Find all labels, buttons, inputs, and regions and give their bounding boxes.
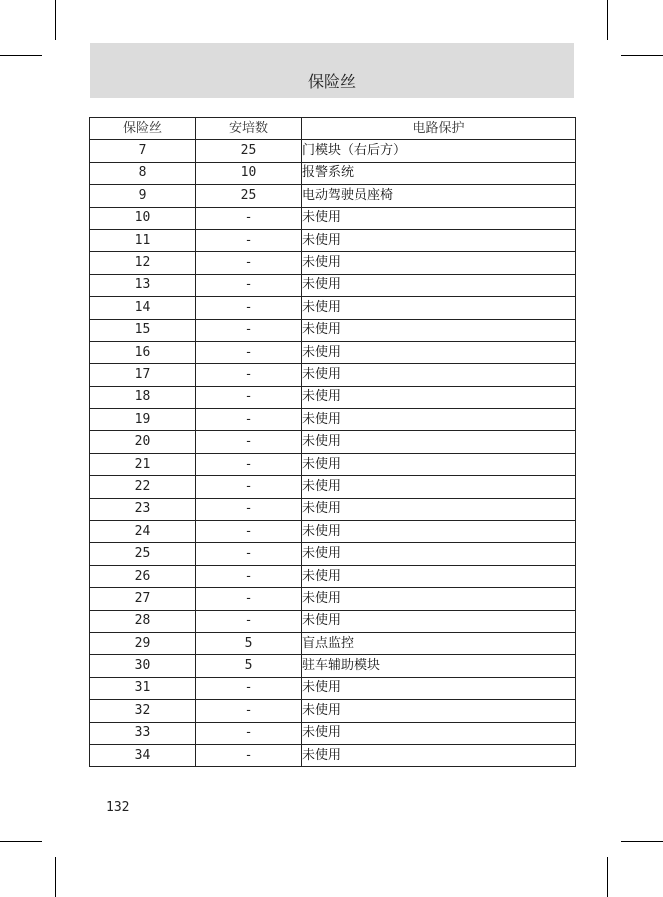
circuit-cell: 电动驾驶员座椅 [302,185,576,207]
fuse-number-cell: 16 [90,341,196,363]
circuit-cell: 未使用 [302,700,576,722]
fuse-number-cell: 26 [90,565,196,587]
fuse-number-cell: 12 [90,252,196,274]
circuit-cell: 未使用 [302,274,576,296]
fuse-number-cell: 7 [90,140,196,162]
crop-mark [0,841,42,842]
amperage-cell: 10 [196,162,302,184]
table-row [90,476,576,498]
circuit-cell: 未使用 [302,453,576,475]
crop-mark [607,857,608,897]
table-row [90,521,576,543]
table-row [90,274,576,296]
circuit-cell: 未使用 [302,588,576,610]
amperage-cell: - [196,409,302,431]
table-row [90,498,576,520]
table-row [90,386,576,408]
table-row [90,229,576,251]
amperage-cell: - [196,364,302,386]
circuit-cell: 报警系统 [302,162,576,184]
fuse-number-cell: 18 [90,386,196,408]
fuse-number-cell: 8 [90,162,196,184]
fuse-number-cell: 33 [90,722,196,744]
crop-mark [55,0,56,40]
table-row [90,700,576,722]
crop-mark [621,841,663,842]
table-row [90,140,576,162]
fuse-table [89,117,576,767]
fuse-number-cell: 34 [90,744,196,766]
fuse-number-cell: 21 [90,453,196,475]
amperage-cell: - [196,677,302,699]
circuit-cell: 未使用 [302,364,576,386]
table-row [90,610,576,632]
circuit-cell: 未使用 [302,319,576,341]
fuse-number-cell: 20 [90,431,196,453]
table-row [90,453,576,475]
table-row [90,744,576,766]
table-row [90,364,576,386]
amperage-cell: - [196,252,302,274]
fuse-number-cell: 19 [90,409,196,431]
table-row [90,588,576,610]
amperage-cell: - [196,453,302,475]
circuit-cell: 未使用 [302,610,576,632]
page-number: 132 [106,800,130,815]
circuit-cell: 未使用 [302,409,576,431]
amperage-cell: - [196,297,302,319]
amperage-cell: - [196,431,302,453]
amperage-cell: - [196,274,302,296]
amperage-cell: - [196,588,302,610]
amperage-cell: - [196,498,302,520]
amperage-cell: - [196,543,302,565]
amperage-cell: 5 [196,632,302,654]
fuse-number-cell: 27 [90,588,196,610]
table-row [90,409,576,431]
amperage-cell: - [196,521,302,543]
table-row [90,722,576,744]
table-body [90,140,576,767]
table-row [90,185,576,207]
table-row [90,207,576,229]
table-row [90,655,576,677]
amperage-cell: - [196,386,302,408]
crop-mark [55,857,56,897]
table-header-row [90,118,576,140]
fuse-number-cell: 28 [90,610,196,632]
column-header-fuse: 保险丝 [90,118,196,140]
table-row [90,297,576,319]
fuse-number-cell: 32 [90,700,196,722]
fuse-number-cell: 24 [90,521,196,543]
amperage-cell: - [196,744,302,766]
table-row [90,632,576,654]
circuit-cell: 未使用 [302,677,576,699]
amperage-cell: - [196,229,302,251]
circuit-cell: 盲点监控 [302,632,576,654]
circuit-cell: 未使用 [302,498,576,520]
table-row [90,252,576,274]
fuse-number-cell: 25 [90,543,196,565]
amperage-cell: - [196,319,302,341]
table-row [90,319,576,341]
table-row [90,162,576,184]
circuit-cell: 未使用 [302,229,576,251]
fuse-number-cell: 29 [90,632,196,654]
fuse-number-cell: 14 [90,297,196,319]
table-row [90,677,576,699]
circuit-cell: 未使用 [302,565,576,587]
section-header [90,43,574,98]
fuse-number-cell: 10 [90,207,196,229]
fuse-number-cell: 9 [90,185,196,207]
amperage-cell: - [196,722,302,744]
circuit-cell: 未使用 [302,297,576,319]
circuit-cell: 未使用 [302,476,576,498]
amperage-cell: 25 [196,185,302,207]
fuse-number-cell: 31 [90,677,196,699]
circuit-cell: 门模块（右后方） [302,140,576,162]
circuit-cell: 未使用 [302,744,576,766]
crop-mark [0,55,42,56]
circuit-cell: 未使用 [302,431,576,453]
circuit-cell: 未使用 [302,207,576,229]
amperage-cell: - [196,207,302,229]
page-title: 保险丝 [307,72,356,91]
table-row [90,341,576,363]
amperage-cell: - [196,476,302,498]
fuse-number-cell: 13 [90,274,196,296]
table-row [90,543,576,565]
circuit-cell: 驻车辅助模块 [302,655,576,677]
column-header-amperage: 安培数 [196,118,302,140]
circuit-cell: 未使用 [302,386,576,408]
fuse-number-cell: 17 [90,364,196,386]
table-row [90,431,576,453]
fuse-number-cell: 30 [90,655,196,677]
crop-mark [621,55,663,56]
circuit-cell: 未使用 [302,543,576,565]
fuse-number-cell: 23 [90,498,196,520]
fuse-number-cell: 11 [90,229,196,251]
amperage-cell: - [196,341,302,363]
circuit-cell: 未使用 [302,722,576,744]
amperage-cell: - [196,565,302,587]
amperage-cell: - [196,610,302,632]
amperage-cell: 25 [196,140,302,162]
circuit-cell: 未使用 [302,341,576,363]
amperage-cell: 5 [196,655,302,677]
circuit-cell: 未使用 [302,252,576,274]
table-row [90,565,576,587]
crop-mark [607,0,608,40]
amperage-cell: - [196,700,302,722]
fuse-number-cell: 22 [90,476,196,498]
column-header-circuit: 电路保护 [302,118,576,140]
circuit-cell: 未使用 [302,521,576,543]
fuse-number-cell: 15 [90,319,196,341]
